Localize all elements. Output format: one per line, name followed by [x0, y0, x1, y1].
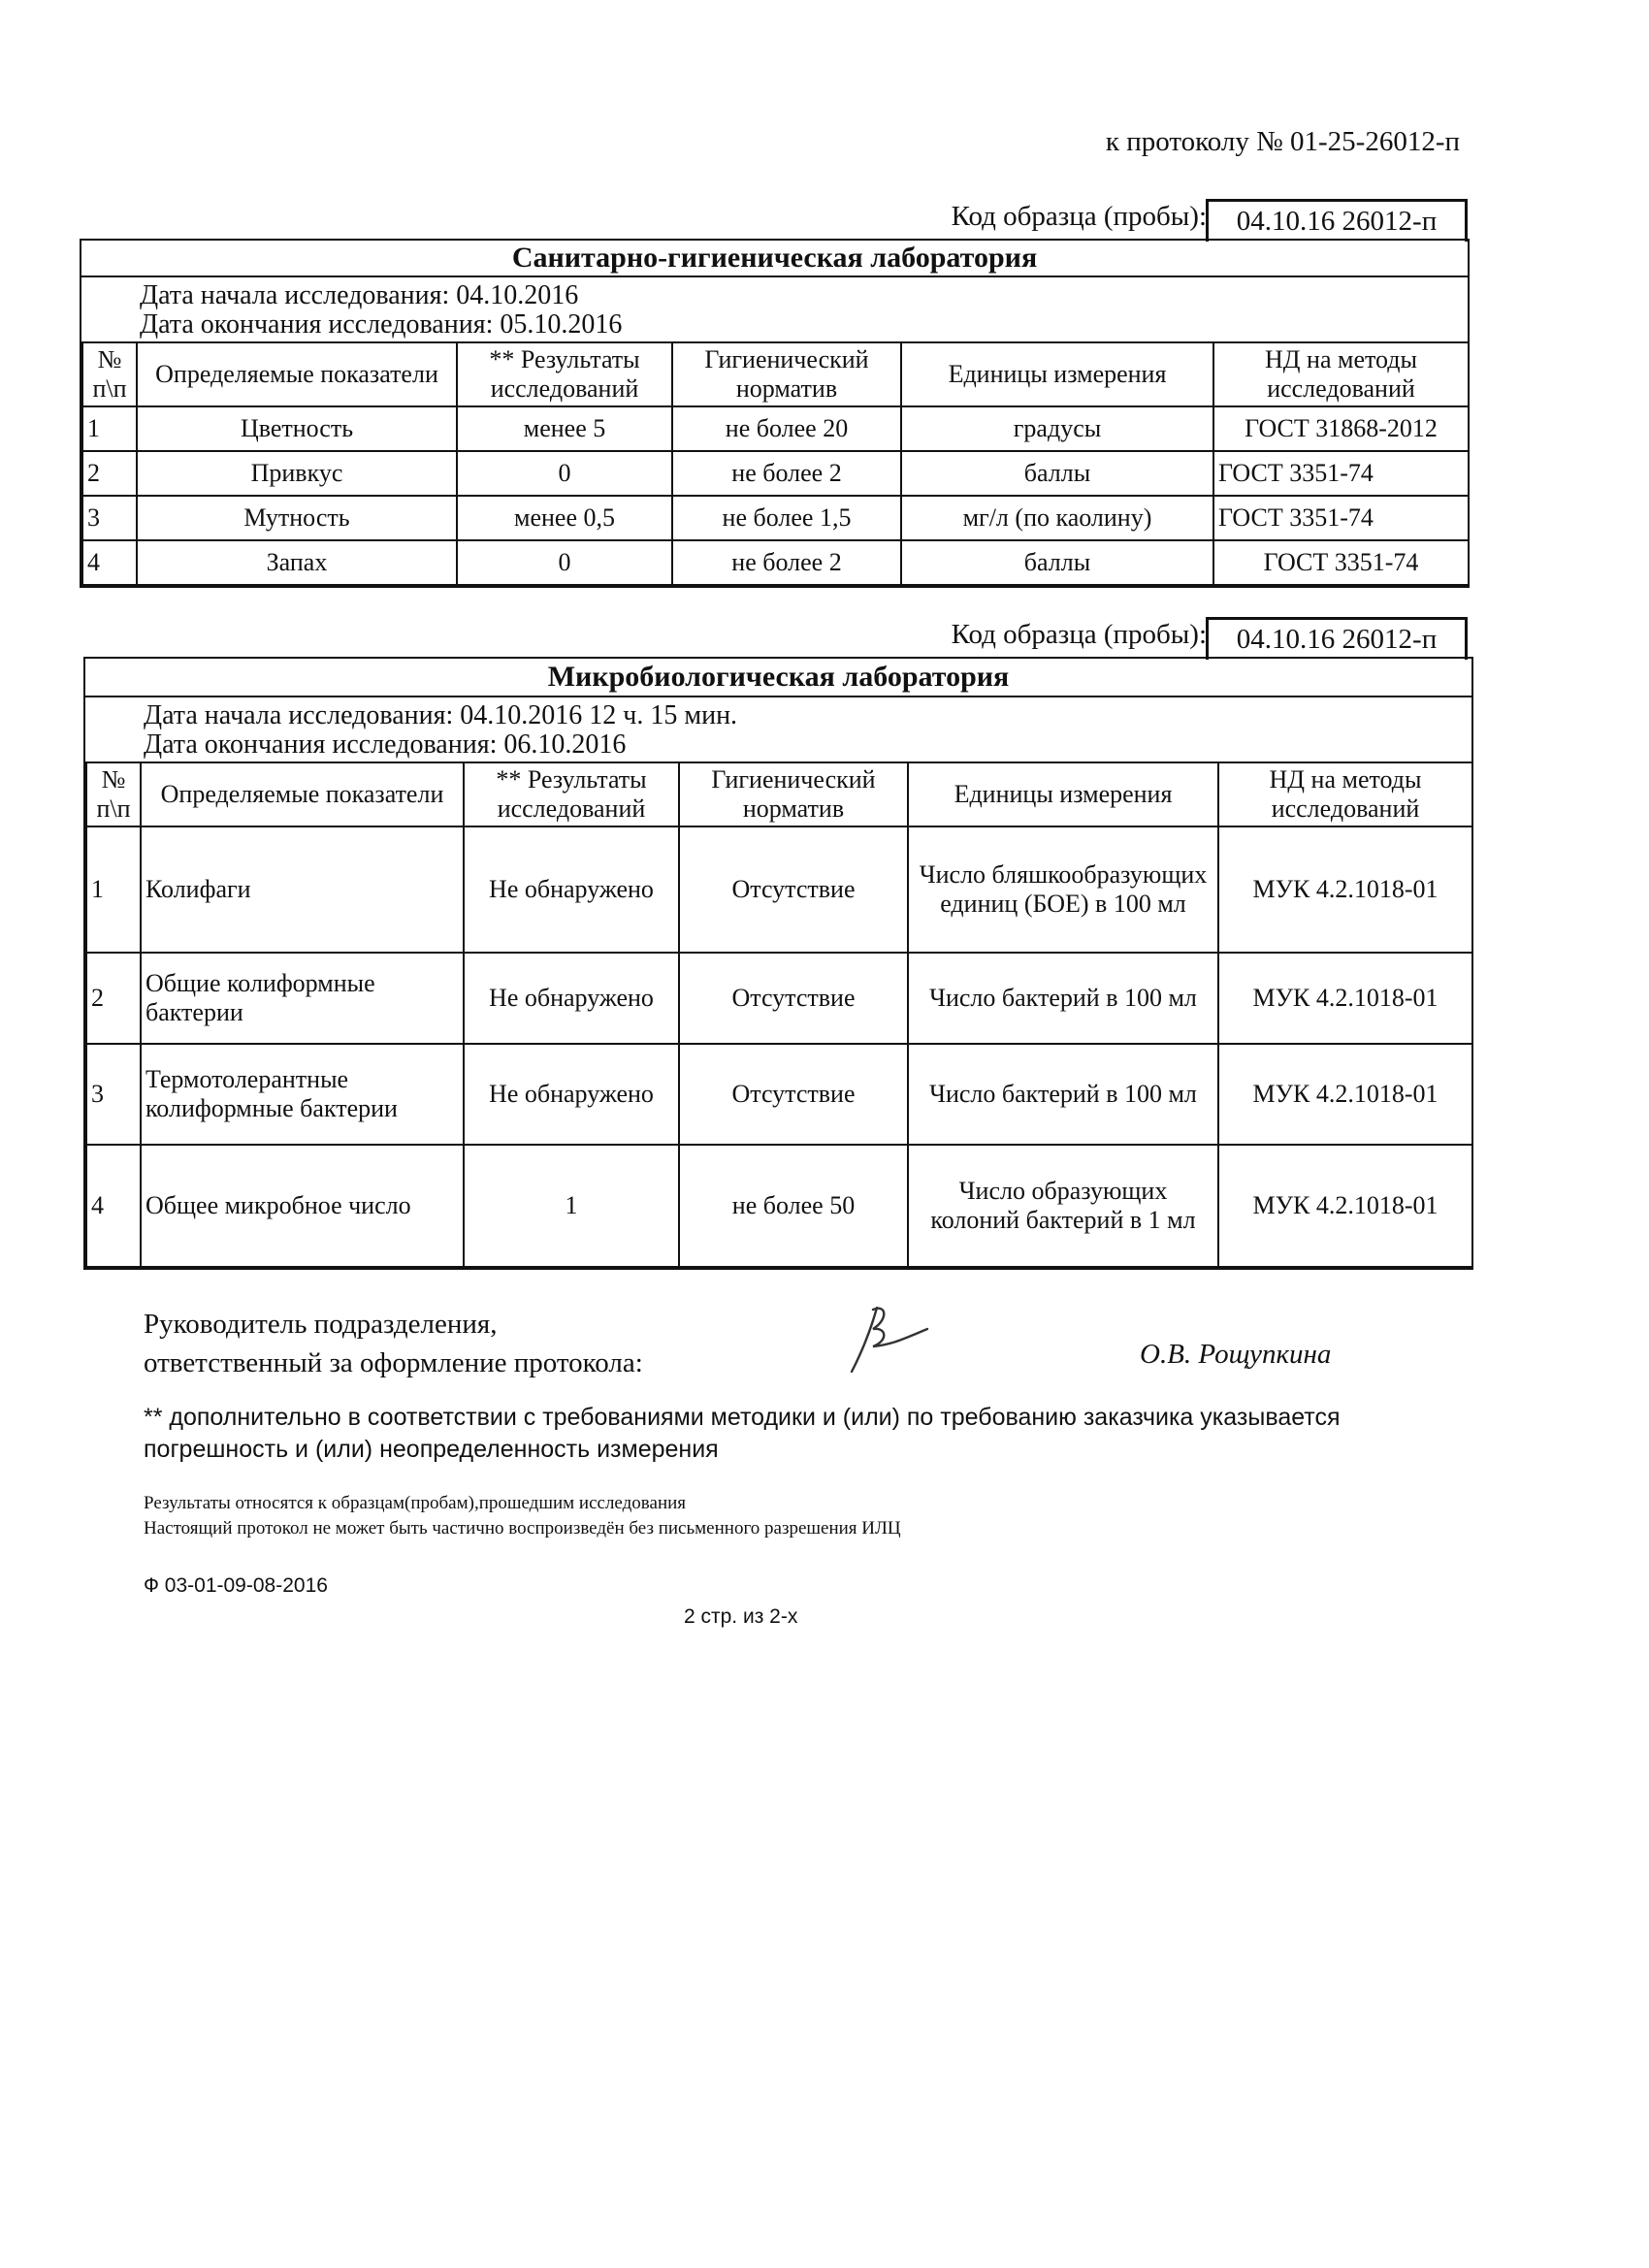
signature-role-line2: ответственный за оформление протокола:: [144, 1347, 643, 1378]
row-method: ГОСТ 31868-2012: [1213, 406, 1469, 451]
row-unit: градусы: [901, 406, 1213, 451]
signer-name: О.В. Рощупкина: [1140, 1339, 1332, 1370]
row-unit: баллы: [901, 540, 1213, 585]
row-result: Не обнаружено: [464, 826, 679, 953]
row-unit: Число бактерий в 100 мл: [908, 953, 1218, 1044]
sanitary-lab-block: [80, 239, 1470, 588]
signature-role-line1: Руководитель подразделения,: [144, 1309, 498, 1340]
row-indicator: Колифаги: [141, 826, 464, 953]
results-table-2: [85, 761, 1473, 1268]
row-num: 3: [86, 1044, 141, 1145]
table-row: [86, 1145, 1472, 1267]
notice-line-1: Результаты относятся к образцам(пробам),прошедшим исследования: [144, 1493, 687, 1513]
date-end: Дата окончания исследования: 05.10.2016: [140, 309, 623, 340]
row-norm: Отсутствие: [679, 953, 908, 1044]
protocol-reference: к протоколу № 01-25-26012-п: [1105, 126, 1460, 157]
notice-line-2: Настоящий протокол не может быть частично воспроизведён без письменного разрешения ИЛЦ: [144, 1518, 901, 1539]
row-result: 0: [457, 540, 672, 585]
row-indicator: Термотолерантные колиформные бактерии: [141, 1044, 464, 1145]
row-method: ГОСТ 3351-74: [1213, 540, 1469, 585]
col-header-method: НД на методы исследований: [1213, 342, 1469, 406]
table-row: [82, 406, 1469, 451]
col-header-indicator: Определяемые показатели: [137, 342, 457, 406]
col-header-unit: Единицы измерения: [901, 342, 1213, 406]
table-row: [82, 540, 1469, 585]
sample-code-row-2: [0, 617, 1649, 660]
handwritten-signature: [844, 1300, 931, 1382]
row-result: 1: [464, 1145, 679, 1267]
validity-notice: [144, 1491, 901, 1541]
row-num: 3: [82, 496, 137, 540]
row-norm: не более 20: [672, 406, 901, 451]
row-num: 1: [82, 406, 137, 451]
row-method: МУК 4.2.1018-01: [1218, 826, 1472, 953]
row-method: ГОСТ 3351-74: [1213, 496, 1469, 540]
row-unit: Число бляшкообразующих единиц (БОЕ) в 100 мл: [908, 826, 1218, 953]
row-norm: не более 2: [672, 451, 901, 496]
col-header-result: ** Результаты исследований: [464, 762, 679, 826]
col-header-result: ** Результаты исследований: [457, 342, 672, 406]
sample-code-value: 04.10.16 26012-п: [1206, 199, 1468, 242]
signature-block: [144, 1305, 643, 1382]
sample-code-label: Код образца (пробы):: [951, 619, 1207, 650]
row-indicator: Общее микробное число: [141, 1145, 464, 1267]
row-indicator: Общие колиформные бактерии: [141, 953, 464, 1044]
table-row: [86, 1044, 1472, 1145]
row-num: 2: [82, 451, 137, 496]
form-code: Ф 03-01-09-08-2016: [144, 1574, 328, 1597]
results-table-1: [81, 341, 1470, 586]
row-num: 1: [86, 826, 141, 953]
row-result: 0: [457, 451, 672, 496]
table-header-row: [82, 342, 1469, 406]
lab-dates: [81, 277, 1468, 341]
lab-title: Микробиологическая лаборатория: [85, 659, 1471, 697]
col-header-indicator: Определяемые показатели: [141, 762, 464, 826]
microbiology-lab-block: [83, 657, 1473, 1270]
row-norm: не более 2: [672, 540, 901, 585]
table-row: [82, 451, 1469, 496]
row-result: менее 5: [457, 406, 672, 451]
page-number: 2 стр. из 2-х: [684, 1605, 798, 1628]
row-unit: Число бактерий в 100 мл: [908, 1044, 1218, 1145]
row-result: Не обнаружено: [464, 953, 679, 1044]
row-unit: Число образующих колоний бактерий в 1 мл: [908, 1145, 1218, 1267]
row-indicator: Запах: [137, 540, 457, 585]
row-norm: не более 50: [679, 1145, 908, 1267]
table-row: [86, 953, 1472, 1044]
row-indicator: Цветность: [137, 406, 457, 451]
row-num: 4: [82, 540, 137, 585]
row-result: Не обнаружено: [464, 1044, 679, 1145]
row-norm: не более 1,5: [672, 496, 901, 540]
row-num: 2: [86, 953, 141, 1044]
col-header-method: НД на методы исследований: [1218, 762, 1472, 826]
col-header-norm: Гигиенический норматив: [672, 342, 901, 406]
row-num: 4: [86, 1145, 141, 1267]
row-method: МУК 4.2.1018-01: [1218, 1044, 1472, 1145]
row-method: МУК 4.2.1018-01: [1218, 953, 1472, 1044]
row-unit: баллы: [901, 451, 1213, 496]
row-norm: Отсутствие: [679, 826, 908, 953]
footnote: ** дополнительно в соответствии с требованиями методики и (или) по требованию заказчика указывается погрешность и (или) неопределенность измерения: [144, 1404, 1341, 1463]
date-start: Дата начала исследования: 04.10.2016: [140, 280, 579, 310]
row-method: МУК 4.2.1018-01: [1218, 1145, 1472, 1267]
table-header-row: [86, 762, 1472, 826]
table-row: [82, 496, 1469, 540]
table-row: [86, 826, 1472, 953]
lab-title: Санитарно-гигиеническая лаборатория: [81, 241, 1468, 277]
sample-code-row-1: [0, 199, 1649, 242]
sample-code-label: Код образца (пробы):: [951, 201, 1207, 232]
row-indicator: Мутность: [137, 496, 457, 540]
col-header-num: № п\п: [82, 342, 137, 406]
row-unit: мг/л (по каолину): [901, 496, 1213, 540]
col-header-num: № п\п: [86, 762, 141, 826]
sample-code-value: 04.10.16 26012-п: [1206, 617, 1468, 660]
row-method: ГОСТ 3351-74: [1213, 451, 1469, 496]
col-header-norm: Гигиенический норматив: [679, 762, 908, 826]
row-norm: Отсутствие: [679, 1044, 908, 1145]
date-start: Дата начала исследования: 04.10.2016 12 ч. 15 мин.: [144, 700, 738, 730]
row-result: менее 0,5: [457, 496, 672, 540]
lab-dates: [85, 697, 1471, 761]
date-end: Дата окончания исследования: 06.10.2016: [144, 729, 627, 760]
col-header-unit: Единицы измерения: [908, 762, 1218, 826]
row-indicator: Привкус: [137, 451, 457, 496]
